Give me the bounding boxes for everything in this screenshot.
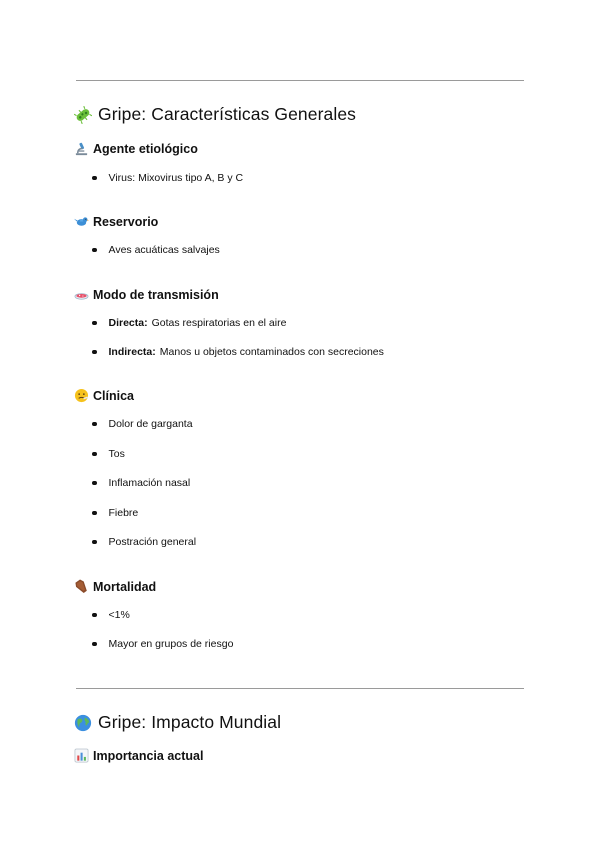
list-item-text: Fiebre	[108, 507, 139, 519]
bullet	[92, 452, 97, 457]
section-heading	[74, 104, 356, 125]
subsection-title: Clínica	[93, 388, 134, 403]
microbe-icon	[74, 106, 92, 124]
subsection-heading	[74, 141, 198, 156]
bullet	[92, 511, 97, 516]
subsection-title: Reservorio	[93, 214, 159, 229]
bullet	[92, 540, 97, 545]
list-item	[92, 448, 125, 460]
coffin-icon	[74, 579, 89, 594]
subsection-heading	[74, 579, 156, 594]
subsection-title: Modo de transmisión	[93, 287, 219, 302]
section-heading	[74, 712, 281, 733]
bullet	[92, 613, 97, 618]
subsection-heading	[74, 214, 158, 229]
list-item	[92, 244, 220, 256]
sick-face-icon	[74, 388, 89, 403]
globe-icon	[74, 714, 92, 732]
list-item-text: Aves acuáticas salvajes	[108, 244, 220, 256]
list-item	[92, 172, 243, 184]
bullet	[92, 248, 97, 253]
bar-chart-icon	[74, 748, 89, 763]
list-item	[92, 638, 233, 650]
section-title: Gripe: Características Generales	[98, 104, 357, 124]
subsection-title: Importancia actual	[93, 748, 204, 763]
bird-icon	[74, 214, 89, 229]
bullet	[92, 642, 97, 647]
list-item-text: Mayor en grupos de riesgo	[108, 638, 234, 650]
list-item-text: <1%	[108, 609, 130, 621]
list-item-label: Directa:	[108, 317, 148, 329]
list-item	[92, 317, 286, 329]
subsection-heading	[74, 287, 219, 302]
list-item-text: Tos	[108, 448, 125, 460]
divider	[76, 688, 524, 689]
list-item	[92, 536, 196, 548]
list-item-text: Virus: Mixovirus tipo A, B y C	[108, 172, 244, 184]
list-item	[92, 418, 193, 430]
list-item-text: Dolor de garganta	[108, 418, 193, 430]
list-item-text: Inflamación nasal	[108, 477, 191, 489]
section-title: Gripe: Impacto Mundial	[98, 712, 282, 732]
subsection-title: Agente etiológico	[93, 141, 198, 156]
list-item	[92, 609, 130, 621]
list-item-text: Manos u objetos contaminados con secreciones	[159, 346, 384, 358]
bullet	[92, 176, 97, 181]
microscope-icon	[74, 141, 89, 156]
list-item-label: Indirecta:	[108, 346, 156, 358]
list-item-text: Postración general	[108, 536, 197, 548]
subsection-heading	[74, 388, 134, 403]
bullet	[92, 321, 97, 326]
list-item	[92, 507, 138, 519]
subsection-heading	[74, 748, 203, 763]
list-item-text: Gotas respiratorias en el aire	[151, 317, 287, 329]
list-item	[92, 477, 190, 489]
bullet	[92, 350, 97, 355]
list-item	[92, 346, 384, 358]
subsection-title: Mortalidad	[93, 579, 157, 594]
petri-dish-icon	[74, 287, 89, 302]
divider	[76, 80, 524, 81]
bullet	[92, 422, 97, 427]
bullet	[92, 481, 97, 486]
